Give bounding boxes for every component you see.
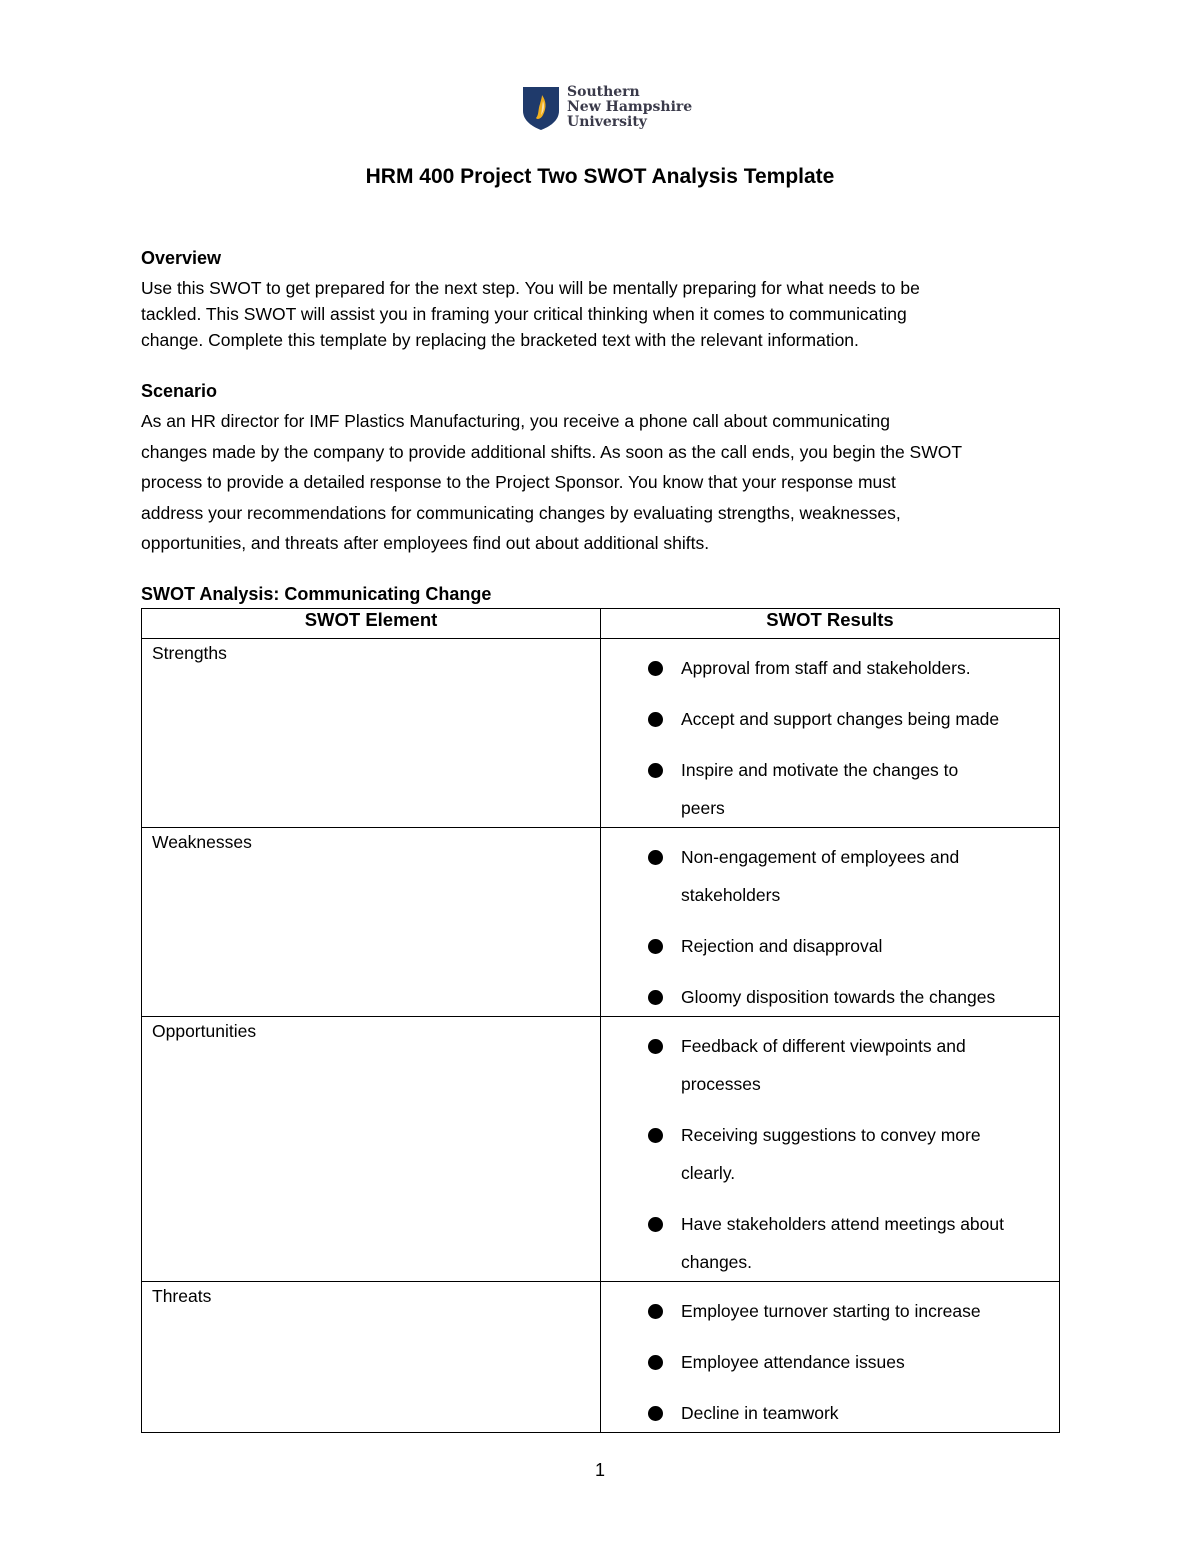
list-item xyxy=(641,1205,1051,1281)
scenario-line: opportunities, and threats after employees find out about additional shifts. xyxy=(141,533,710,553)
logo-line-2: New Hampshire xyxy=(567,99,693,115)
overview-line: change. Complete this template by replacing the bracketed text with the relevant information. xyxy=(141,330,859,350)
results-list xyxy=(641,838,1051,1016)
list-item-text: Employee turnover starting to increase xyxy=(681,1301,981,1321)
bullet-icon xyxy=(648,763,663,778)
list-item xyxy=(641,927,1051,965)
table-row xyxy=(142,828,1060,1017)
scenario-heading: Scenario xyxy=(141,381,218,401)
list-item xyxy=(641,838,1051,914)
list-item-text: Gloomy disposition towards the changes xyxy=(681,987,996,1007)
list-item-text: Inspire and motivate the changes to peers xyxy=(681,760,959,818)
overview-line: tackled. This SWOT will assist you in framing your critical thinking when it comes to communicating xyxy=(141,304,907,324)
overview-line: Use this SWOT to get prepared for the next step. You will be mentally preparing for what needs to be xyxy=(141,278,920,298)
bullet-icon xyxy=(648,1406,663,1421)
scenario-line: As an HR director for IMF Plastics Manufacturing, you receive a phone call about communicating xyxy=(141,411,890,431)
swot-element-cell: Weaknesses xyxy=(142,828,601,1017)
results-list xyxy=(641,1027,1051,1281)
list-item xyxy=(641,1394,1051,1432)
bullet-icon xyxy=(648,712,663,727)
university-logo xyxy=(521,85,692,131)
bullet-icon xyxy=(648,1355,663,1370)
list-item-text: Have stakeholders attend meetings about changes. xyxy=(681,1214,1004,1272)
list-item-text: Receiving suggestions to convey more clearly. xyxy=(681,1125,981,1183)
table-row xyxy=(142,1282,1060,1433)
table-header-row xyxy=(142,609,1060,639)
page-number: 1 xyxy=(594,1460,605,1480)
list-item-text: Employee attendance issues xyxy=(681,1352,905,1372)
list-item xyxy=(641,1027,1051,1103)
list-item-text: Decline in teamwork xyxy=(681,1403,839,1423)
bullet-icon xyxy=(648,939,663,954)
overview-paragraph xyxy=(141,275,1071,353)
list-item-text: Non-engagement of employees and stakeholders xyxy=(681,847,960,905)
list-item-text: Accept and support changes being made xyxy=(681,709,1000,729)
bullet-icon xyxy=(648,1217,663,1232)
overview-heading: Overview xyxy=(141,248,222,268)
swot-results-cell xyxy=(601,1282,1060,1433)
table-row xyxy=(142,1017,1060,1282)
list-item xyxy=(641,1116,1051,1192)
list-item xyxy=(641,978,1051,1016)
logo-line-3: University xyxy=(567,114,647,130)
list-item-text: Approval from staff and stakeholders. xyxy=(681,658,971,678)
swot-results-cell xyxy=(601,828,1060,1017)
scenario-line: changes made by the company to provide additional shifts. As soon as the call ends, you begin the SWOT xyxy=(141,441,963,462)
swot-element-cell: Opportunities xyxy=(142,1017,601,1282)
list-item xyxy=(641,700,1051,738)
scenario-line: address your recommendations for communicating changes by evaluating strengths, weaknesses, xyxy=(141,502,901,523)
bullet-icon xyxy=(648,1128,663,1143)
bullet-icon xyxy=(648,661,663,676)
list-item-text: Feedback of different viewpoints and processes xyxy=(681,1036,966,1094)
list-item xyxy=(641,649,1051,687)
document-title: HRM 400 Project Two SWOT Analysis Template xyxy=(365,165,835,188)
column-header-element: SWOT Element xyxy=(142,609,601,639)
list-item xyxy=(641,1343,1051,1381)
bullet-icon xyxy=(648,990,663,1005)
table-row xyxy=(142,639,1060,828)
swot-table xyxy=(141,608,1060,1433)
bullet-icon xyxy=(648,1039,663,1054)
scenario-line: process to provide a detailed response to the Project Sponsor. You know that your response must xyxy=(141,472,896,492)
column-header-results: SWOT Results xyxy=(601,609,1060,639)
swot-results-cell xyxy=(601,1017,1060,1282)
swot-element-cell: Strengths xyxy=(142,639,601,828)
shield-flame-icon xyxy=(521,85,561,131)
results-list xyxy=(641,649,1051,827)
scenario-paragraph xyxy=(141,406,1071,559)
results-list xyxy=(641,1292,1051,1432)
list-item xyxy=(641,751,1051,827)
bullet-icon xyxy=(648,850,663,865)
list-item xyxy=(641,1292,1051,1330)
swot-results-cell xyxy=(601,639,1060,828)
logo-line-1: Southern xyxy=(567,84,640,100)
swot-element-cell: Threats xyxy=(142,1282,601,1433)
bullet-icon xyxy=(648,1304,663,1319)
list-item-text: Rejection and disapproval xyxy=(681,936,883,956)
swot-heading: SWOT Analysis: Communicating Change xyxy=(141,584,492,604)
